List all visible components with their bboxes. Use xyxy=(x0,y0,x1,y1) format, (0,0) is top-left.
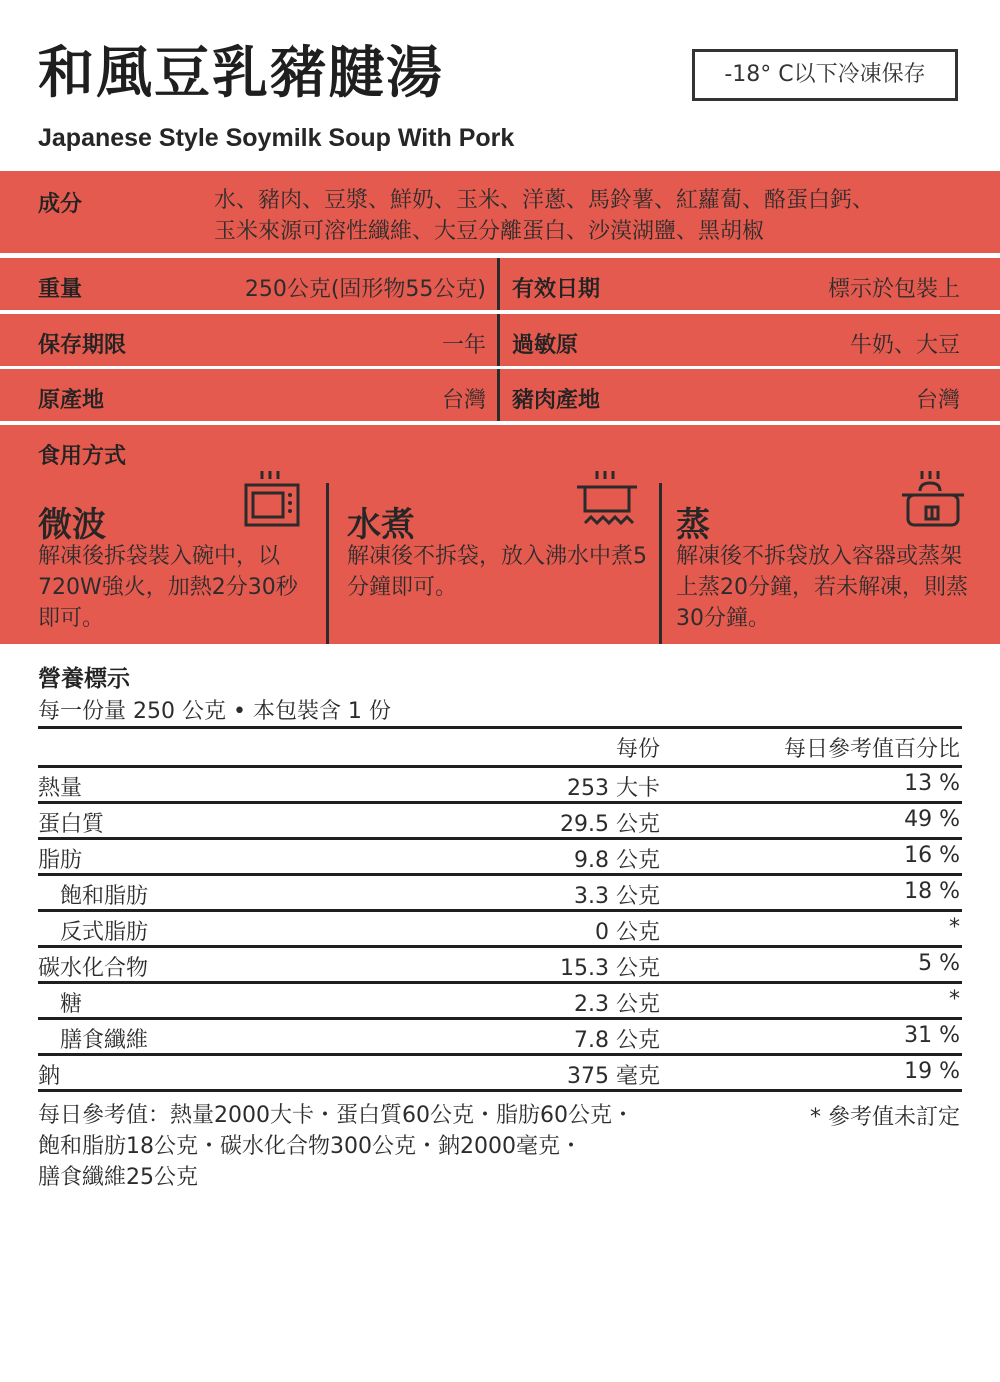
method-name: 蒸 xyxy=(676,505,710,545)
nutrient-name: 膳食纖維 xyxy=(60,1028,149,1053)
col-per-serving: 每份 xyxy=(615,737,660,762)
nutrient-name: 飽和脂肪 xyxy=(60,884,149,909)
nutrient-per-serving: 0 公克 xyxy=(595,920,660,945)
nutrient-name: 脂肪 xyxy=(38,848,83,873)
row-divider xyxy=(497,258,500,310)
nutrient-daily-percent: * xyxy=(949,987,960,1012)
footnote-line: 飽和脂肪18公克・碳水化合物300公克・鈉2000毫克・ xyxy=(38,1134,582,1159)
info-row-shelf-life xyxy=(0,314,1000,366)
method-desc: 解凍後不拆袋，放入沸水中煮5分鐘即可。 xyxy=(347,544,647,600)
nutrition-row xyxy=(38,984,962,1020)
nutrient-daily-percent: 16 % xyxy=(904,843,960,868)
nutrient-name: 反式脂肪 xyxy=(60,920,149,945)
nutrition-row xyxy=(38,1056,962,1092)
nutrient-daily-percent: 18 % xyxy=(904,879,960,904)
nutrient-name: 蛋白質 xyxy=(38,812,105,837)
method-microwave xyxy=(0,483,326,644)
nutrient-daily-percent: 5 % xyxy=(918,951,960,976)
pork-origin-value: 台灣 xyxy=(915,388,960,413)
nutrition-row xyxy=(38,876,962,912)
serving-size: 每一份量 250 公克 • 本包裝含 1 份 xyxy=(38,699,391,724)
nutrient-daily-percent: 31 % xyxy=(904,1023,960,1048)
pork-origin-label: 豬肉產地 xyxy=(512,388,601,413)
nutrition-row xyxy=(38,804,962,840)
microwave-icon xyxy=(240,467,304,531)
weight-label: 重量 xyxy=(38,277,83,302)
steamer-icon xyxy=(898,467,968,531)
nutrient-per-serving: 29.5 公克 xyxy=(560,812,660,837)
footnote-line: 每日參考值：熱量2000大卡・蛋白質60公克・脂肪60公克・ xyxy=(38,1103,634,1128)
nutrient-name: 鈉 xyxy=(38,1064,61,1089)
info-row-origin xyxy=(0,369,1000,421)
ingredients-label: 成分 xyxy=(38,192,83,217)
storage-instruction-box: -18° C以下冷凍保存 xyxy=(692,49,958,101)
method-desc: 解凍後不拆袋放入容器或蒸架上蒸20分鐘，若未解凍，則蒸30分鐘。 xyxy=(676,544,968,631)
product-subtitle: Japanese Style Soymilk Soup With Pork xyxy=(38,124,515,152)
nutrient-daily-percent: 13 % xyxy=(904,771,960,796)
nutrition-row xyxy=(38,1020,962,1056)
asterisk-note: * 參考值未訂定 xyxy=(810,1105,960,1130)
nutrient-per-serving: 9.8 公克 xyxy=(574,848,660,873)
shelf-life-label: 保存期限 xyxy=(38,333,127,358)
table-header-row xyxy=(38,729,962,768)
allergen-label: 過敏原 xyxy=(512,333,579,358)
expiry-value: 標示於包裝上 xyxy=(827,277,960,302)
nutrient-per-serving: 15.3 公克 xyxy=(560,956,660,981)
nutrient-daily-percent: * xyxy=(949,915,960,940)
nutrient-name: 熱量 xyxy=(38,776,83,801)
nutrition-row xyxy=(38,948,962,984)
row-divider xyxy=(497,369,500,421)
daily-reference-footnote xyxy=(38,1100,718,1193)
nutrition-rows xyxy=(38,768,962,1092)
ingredients-text xyxy=(214,185,914,247)
method-desc: 解凍後拆袋裝入碗中，以720W強火，加熱2分30秒即可。 xyxy=(38,544,298,631)
boiling-pot-icon xyxy=(575,467,639,531)
nutrient-name: 糖 xyxy=(60,992,83,1017)
nutrient-per-serving: 7.8 公克 xyxy=(574,1028,660,1053)
shelf-life-value: 一年 xyxy=(441,333,486,358)
ingredients-panel xyxy=(0,171,1000,253)
ingredients-line-1: 水、豬肉、豆漿、鮮奶、玉米、洋蔥、馬鈴薯、紅蘿蔔、酪蛋白鈣、 xyxy=(214,188,875,213)
origin-value: 台灣 xyxy=(441,388,486,413)
expiry-label: 有效日期 xyxy=(512,277,601,302)
nutrient-name: 碳水化合物 xyxy=(38,956,149,981)
row-divider xyxy=(497,314,500,366)
usage-label: 食用方式 xyxy=(38,444,127,469)
nutrition-table xyxy=(38,726,962,1092)
method-name: 水煮 xyxy=(347,505,415,545)
footnote-line: 膳食纖維25公克 xyxy=(38,1165,198,1190)
nutrient-daily-percent: 49 % xyxy=(904,807,960,832)
col-daily-value: 每日參考值百分比 xyxy=(783,737,960,762)
nutrition-title: 營養標示 xyxy=(38,666,130,692)
method-steam xyxy=(662,483,1000,644)
nutrition-row xyxy=(38,768,962,804)
nutrition-row xyxy=(38,840,962,876)
nutrient-per-serving: 3.3 公克 xyxy=(574,884,660,909)
product-title: 和風豆乳豬腱湯 xyxy=(38,41,444,106)
allergen-value: 牛奶、大豆 xyxy=(849,333,960,358)
nutrient-per-serving: 375 毫克 xyxy=(567,1064,660,1089)
nutrition-row xyxy=(38,912,962,948)
method-boil xyxy=(329,483,659,644)
method-name: 微波 xyxy=(38,505,106,545)
nutrient-per-serving: 2.3 公克 xyxy=(574,992,660,1017)
nutrient-daily-percent: 19 % xyxy=(904,1059,960,1084)
ingredients-line-2: 玉米來源可溶性纖維、大豆分離蛋白、沙漠湖鹽、黑胡椒 xyxy=(214,219,765,244)
weight-value: 250公克(固形物55公克) xyxy=(244,277,486,302)
nutrient-per-serving: 253 大卡 xyxy=(567,776,660,801)
usage-panel xyxy=(0,425,1000,644)
info-row-weight xyxy=(0,258,1000,310)
origin-label: 原產地 xyxy=(38,388,105,413)
